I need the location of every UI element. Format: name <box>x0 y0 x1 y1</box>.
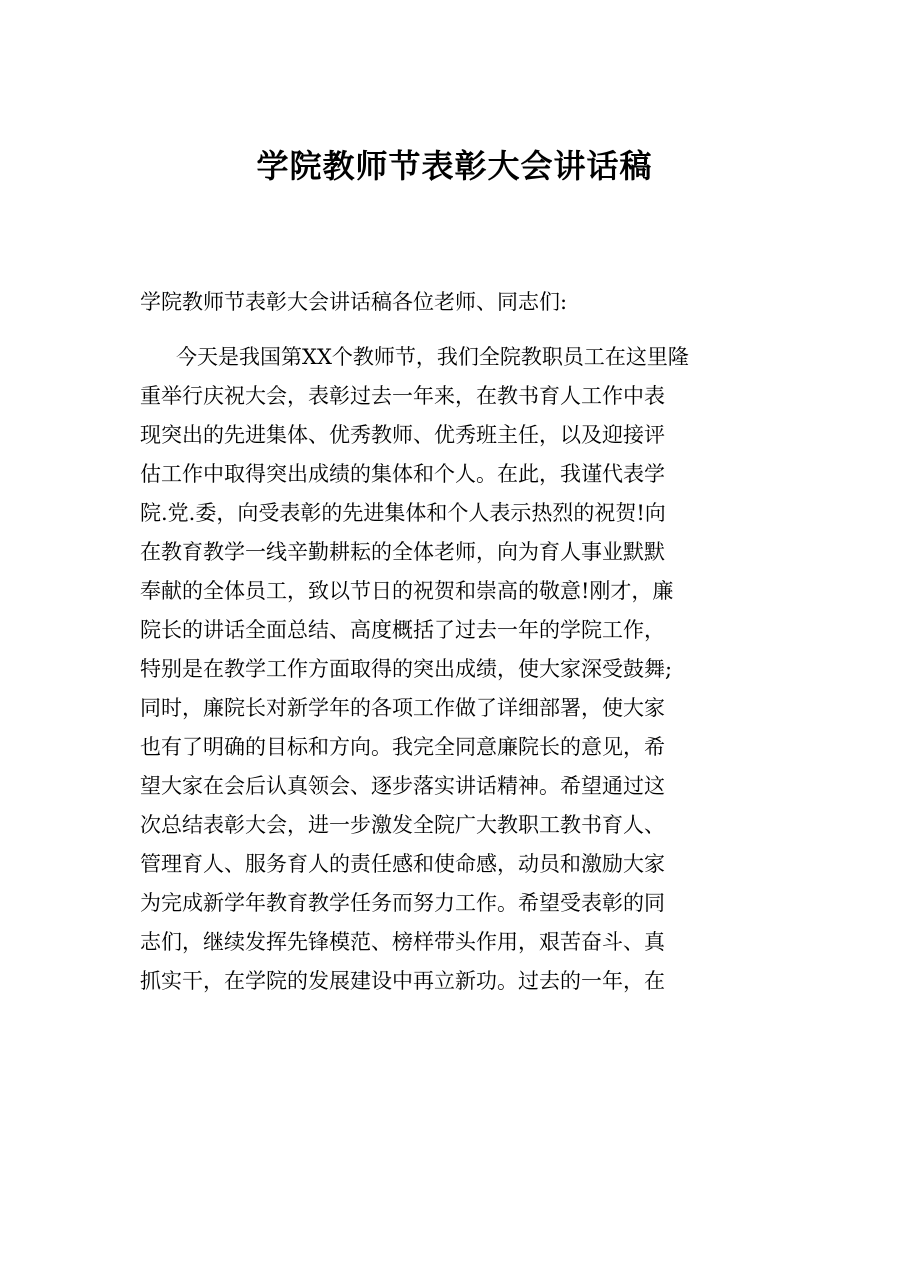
body-line: 现突出的先进集体、优秀教师、优秀班主任，以及迎接评 <box>140 423 665 447</box>
body-line: 志们，继续发挥先锋模范、榜样带头作用，艰苦奋斗、真 <box>140 930 665 954</box>
body-line: 院.党.委，向受表彰的先进集体和个人表示热烈的祝贺!向 <box>140 501 666 525</box>
body-line: 在教育教学一线辛勤耕耘的全体老师，向为育人事业默默 <box>140 540 665 564</box>
body-line: 管理育人、服务育人的责任感和使命感，动员和激励大家 <box>140 852 665 876</box>
body-line: 同时，廉院长对新学年的各项工作做了详细部署，使大家 <box>140 696 665 720</box>
body-line: 望大家在会后认真领会、逐步落实讲话精神。希望通过这 <box>140 774 665 798</box>
body-line: 今天是我国第XX个教师节，我们全院教职员工在这里隆 <box>176 345 689 369</box>
body-line: 院长的讲话全面总结、高度概括了过去一年的学院工作， <box>140 618 665 642</box>
body-line: 为完成新学年教育教学任务而努力工作。希望受表彰的同 <box>140 891 665 915</box>
body-line: 特别是在教学工作方面取得的突出成绩，使大家深受鼓舞; <box>140 657 673 681</box>
document-title: 学院教师节表彰大会讲话稿 <box>256 147 653 185</box>
body-line: 重举行庆祝大会，表彰过去一年来，在教书育人工作中表 <box>140 384 665 408</box>
body-line: 抓实干，在学院的发展建设中再立新功。过去的一年，在 <box>140 969 665 993</box>
body-line: 奉献的全体员工，致以节日的祝贺和崇高的敬意!刚才，廉 <box>140 579 674 603</box>
greeting-line: 学院教师节表彰大会讲话稿各位老师、同志们: <box>140 290 568 314</box>
body-line: 次总结表彰大会，进一步激发全院广大教职工教书育人、 <box>140 813 665 837</box>
body-text <box>140 338 790 1001</box>
body-line: 估工作中取得突出成绩的集体和个人。在此，我谨代表学 <box>140 462 665 486</box>
body-line: 也有了明确的目标和方向。我完全同意廉院长的意见，希 <box>140 735 665 759</box>
